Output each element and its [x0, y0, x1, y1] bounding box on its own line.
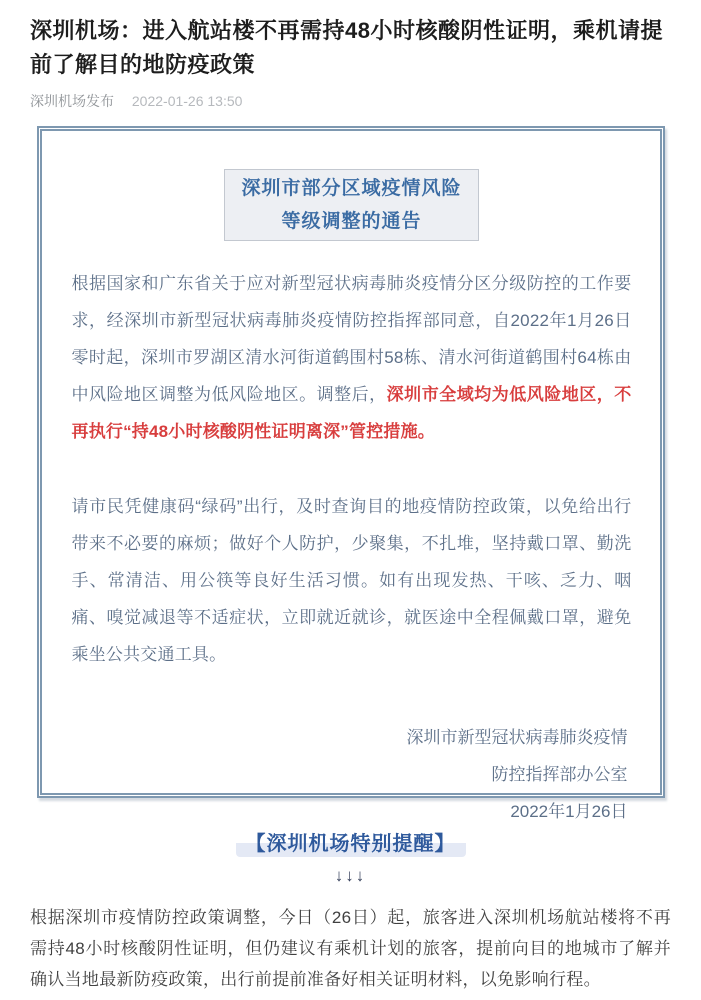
reminder-body: 根据深圳市疫情防控政策调整，今日（26日）起，旅客进入深圳机场航站楼将不再需持48小时核酸阴性证明，但仍建议有乘机计划的旅客，提前向目的地城市了解并确认当地最新防疫政策，出行前提前准备好相关证明材料，以免影响行程。	[30, 908, 671, 989]
notice-title-line2: 等级调整的通告	[281, 211, 422, 232]
reminder-heading-text: 【深圳机场特别提醒】	[236, 833, 466, 857]
signature-date: 2022年1月26日	[510, 802, 628, 821]
notice-paragraph-1-text: 根据国家和广东省关于应对新型冠状病毒肺炎疫情分区分级防控的工作要求，经深圳市新型冠状病毒肺炎疫情防控指挥部同意，自2022年1月26日零时起，深圳市罗湖区清水河街道鹤围村58栋、清水河街道鹤围村64栋由中风险地区调整为低风险地区。调整后，	[71, 274, 632, 404]
signature-org-line2: 防控指挥部办公室	[491, 765, 628, 784]
page-title: 深圳机场：进入航站楼不再需持48小时核酸阴性证明，乘机请提前了解目的地防疫政策	[30, 18, 663, 77]
notice-title	[224, 169, 478, 241]
article-meta	[30, 92, 671, 110]
down-arrows-icon: ↓↓↓	[334, 866, 367, 885]
notice-box	[37, 126, 665, 821]
notice-paragraph-2: 请市民凭健康码“绿码”出行，及时查询目的地疫情防控政策，以免给出行带来不必要的麻烦；做好个人防护，少聚集，不扎堆，坚持戴口罩、勤洗手、常清洁、用公筷等良好生活习惯。如有出现发热、干咳、乏力、咽痛、嗅觉减退等不适症状，立即就近就诊，就医途中全程佩戴口罩，避免乘坐公共交通工具。	[71, 497, 632, 664]
notice-paragraph-1	[72, 265, 632, 450]
reminder-heading	[0, 830, 701, 858]
signature-org-line1: 深圳市新型冠状病毒肺炎疫情	[406, 728, 628, 747]
article-source-link[interactable]: 深圳机场发布	[30, 93, 114, 109]
notice-paragraph-1-emphasis: 深圳市全域均为低风险地区，不再执行“持48小时核酸阴性证明离深”管控措施。	[71, 385, 632, 441]
article-timestamp: 2022-01-26 13:50	[131, 93, 243, 109]
notice-signature	[72, 719, 632, 830]
notice-title-line1: 深圳市部分区域疫情风险	[241, 178, 462, 199]
